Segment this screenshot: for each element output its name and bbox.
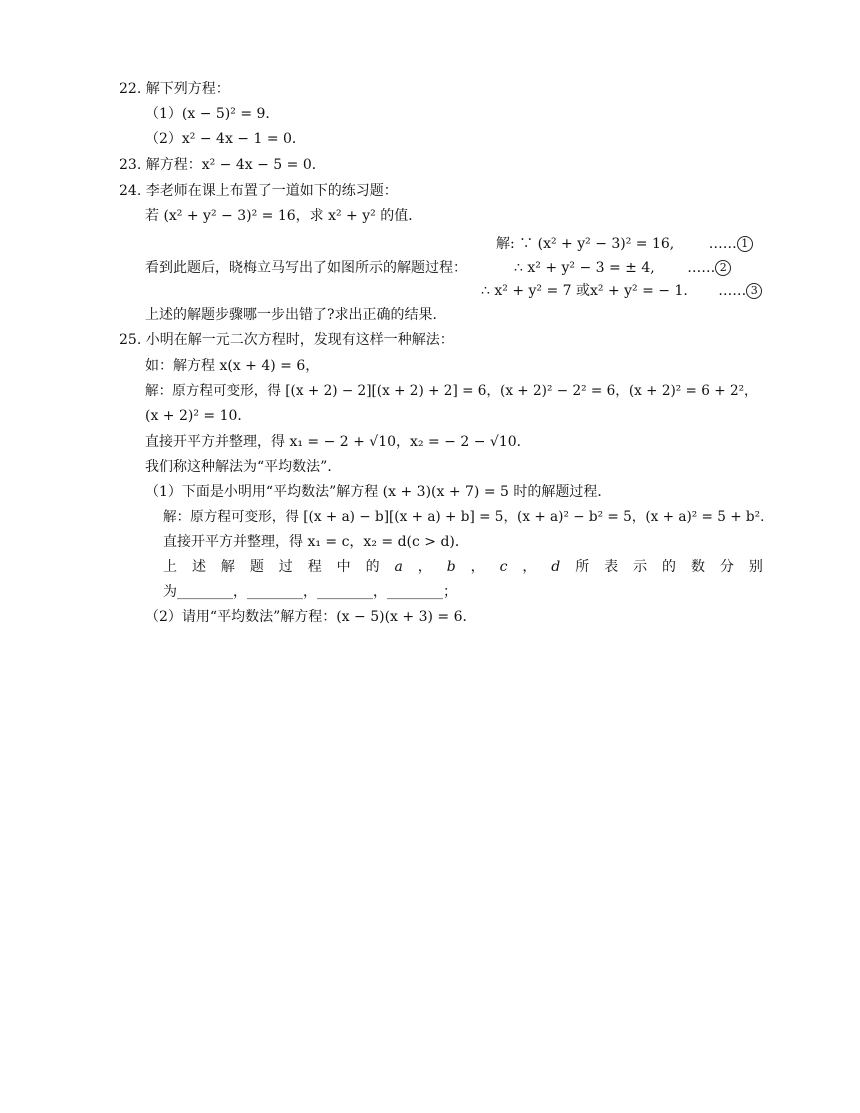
q24-step2 <box>514 259 731 277</box>
q24-step3-text: ∴ x² + y² = 7 或x² + y² = − 1. <box>481 283 688 299</box>
word: 数 <box>690 559 705 575</box>
word: 解 <box>220 559 235 575</box>
q24-step3-tag: …… <box>718 283 747 299</box>
q25-example: 如：解方程 x(x + 4) = 6， <box>145 358 320 374</box>
word: 程 <box>307 559 322 575</box>
word: ， <box>522 559 537 575</box>
q24-step2-text: ∴ x² + y² − 3 = ± 4, <box>514 260 655 276</box>
word: 分 <box>719 559 734 575</box>
q25-part1-blanks: 为________，________，________，________； <box>163 584 457 600</box>
q22-part1: （1）(x − 5)² = 9． <box>145 106 280 122</box>
word: d <box>551 559 561 575</box>
q24-step1 <box>496 235 753 253</box>
word: 所 <box>575 559 590 575</box>
q24-title: 24. 李老师在课上布置了一道如下的练习题： <box>119 183 398 199</box>
q25-part2: （2）请用“平均数法”解方程：(x − 5)(x + 3) = 6． <box>145 609 477 625</box>
step-number-circle: 2 <box>715 260 731 276</box>
word: 中 <box>336 559 351 575</box>
q24-step3 <box>481 282 762 300</box>
step-number-circle: 3 <box>746 283 762 299</box>
q24-problem: 若 (x² + y² − 3)² = 16，求 x² + y² 的值． <box>145 208 423 224</box>
word: c <box>499 559 508 575</box>
q24-intro: 看到此题后，晓梅立马写出了如图所示的解题过程： <box>145 260 467 276</box>
word: b <box>446 559 456 575</box>
word: 上 <box>163 559 177 575</box>
q24-step1-text: 解: ∵ (x² + y² − 3)² = 16, <box>496 236 675 252</box>
word: 的 <box>662 559 677 575</box>
q22-title: 22. 解下列方程： <box>119 81 230 97</box>
word: 过 <box>278 559 293 575</box>
q24-step1-tag: …… <box>708 236 737 252</box>
step-number-circle: 1 <box>737 236 753 252</box>
word: 述 <box>191 559 206 575</box>
q24-step2-tag: …… <box>687 260 716 276</box>
word: 示 <box>633 559 648 575</box>
q25-solution-line3: 直接开平方并整理，得 x₁ = − 2 + √10，x₂ = − 2 − √10． <box>145 434 531 450</box>
q24-question: 上述的解题步骤哪一步出错了?求出正确的结果． <box>145 307 447 323</box>
q25-part1: （1）下面是小明用“平均数法”解方程 (x + 3)(x + 7) = 5 时的解题过程． <box>145 484 612 500</box>
q22-part2: （2）x² − 4x − 1 = 0． <box>145 131 306 147</box>
word: 的 <box>365 559 380 575</box>
q25-title: 25. 小明在解一元二次方程时，发现有这样一种解法： <box>119 332 454 348</box>
q25-solution-line2: (x + 2)² = 10． <box>145 408 252 424</box>
word: 题 <box>249 559 264 575</box>
q25-part1-spread-line <box>163 558 763 576</box>
q23-title: 23. 解方程：x² − 4x − 5 = 0． <box>119 157 326 173</box>
q25-part1-solution1: 解：原方程可变形，得 [(x + a) − b][(x + a) + b] = 5，(x + a)² − b² = 5，(x + a)² = 5 + b²． <box>163 509 774 525</box>
word: 表 <box>604 559 619 575</box>
q25-part1-solution2: 直接开平方并整理，得 x₁ = c，x₂ = d(c > d)． <box>163 534 469 550</box>
q25-method-name: 我们称这种解法为“平均数法”． <box>145 459 342 475</box>
q25-solution-line1: 解：原方程可变形，得 [(x + 2) − 2][(x + 2) + 2] = 6，(x + 2)² − 2² = 6，(x + 2)² = 6 + 2²， <box>145 383 758 399</box>
word: 别 <box>748 559 763 575</box>
word: a <box>394 559 403 575</box>
word: ， <box>470 559 485 575</box>
word: ， <box>417 559 432 575</box>
